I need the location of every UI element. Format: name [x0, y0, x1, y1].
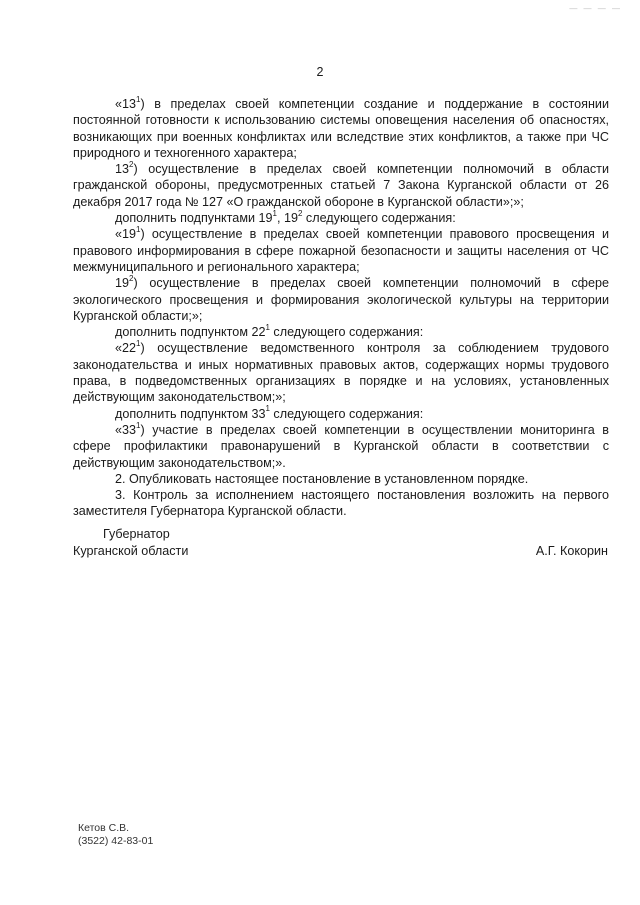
scan-header-mark: — — — —: [569, 4, 622, 13]
paragraph-19-1: «$19^1$) осуществление в пределах своей компетенции правового просвещения и правового информирования в сфере пожарной безопасности и защиты населения от ЧС межмуниципального и регионального характера;: [73, 225, 609, 274]
paragraph-13-1: «$13^1$) в пределах своей компетенции создание и поддержание в состоянии постоянной готовности к использованию системы оповещения населения об опасностях, возникающих при военных конфликтах или вследствие этих конфликтов, а также при ЧС природного и техногенного характера;: [73, 94, 609, 160]
executor-block: [78, 822, 153, 848]
paragraph-item-3: 3. Контроль за исполнением настоящего постановления возложить на первого заместителя Губернатора Курганской области.: [73, 488, 609, 519]
paragraph-13-2: $13^2$) осуществление в пределах своей компетенции полномочий в области гражданской обороны, предусмотренных статьей 7 Закона Курганской области от 26 декабря 2017 года № 127 «О гражданской обороне в Курганской области»;»;: [73, 160, 609, 209]
signatory-title-line2: Курганской области: [73, 544, 189, 558]
signatory-title-line1: Губернатор: [103, 527, 170, 541]
paragraph-add-22: дополнить подпунктом $22^1$ следующего содержания:: [115, 322, 424, 340]
executor-phone: (3522) 42-83-01: [78, 835, 154, 847]
document-body: [73, 96, 609, 520]
paragraph-33-1: «$33^1$) участие в пределах своей компетенции в осуществлении мониторинга в сфере профилактики правонарушений в Курганской области в соответствии с действующим законодательством;».: [73, 420, 609, 470]
page-number: 2: [316, 65, 324, 79]
executor-name: Кетов С.В.: [78, 822, 130, 834]
signatory-title: [73, 526, 243, 560]
paragraph-22-1: «$22^1$) осуществление ведомственного контроля за соблюдением трудового законодательства и иных нормативных правовых актов, содержащих нормы трудового права, в подведомственных организациях в порядке и на условиях, установленных действующим законодательством;»;: [73, 339, 609, 405]
paragraph-item-2: 2. Опубликовать настоящее постановление в установленном порядке.: [115, 471, 529, 486]
paragraph-add-33: дополнить подпунктом $33^1$ следующего содержания:: [115, 404, 424, 421]
paragraph-add-19: дополнить подпунктами $19^1$, $19^2$ следующего содержания:: [115, 208, 456, 226]
signatory-name: А.Г. Кокорин: [535, 544, 608, 558]
paragraph-19-2: $19^2$) осуществление в пределах своей компетенции полномочий в сфере экологического просвещения и формирования экологической культуры на территории Курганской области;»;: [73, 274, 609, 323]
